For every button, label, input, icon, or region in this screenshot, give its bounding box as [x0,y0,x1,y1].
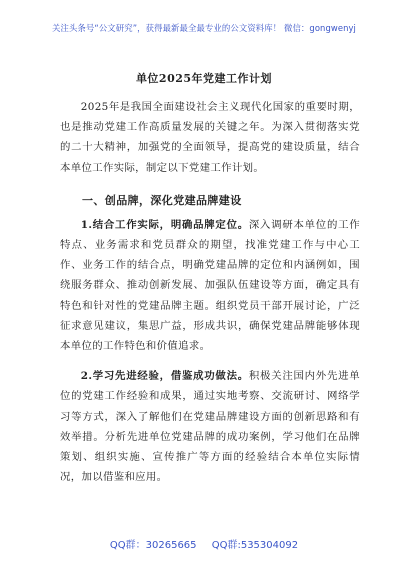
item-1-paragraph [60,215,360,356]
item-2-lead: 2.学习先进经验，借鉴成功做法。 [80,370,249,383]
section-heading: 一、创品牌，深化党建品牌建设 [82,193,242,207]
footer-contacts [0,536,408,551]
qq-group-1: QQ群：30265665 [109,540,197,551]
item-1-text: 深入调研本单位的工作特点、业务需求和党员群众的期望，找准党建工作与中心工作、业务工作的结合点，明确党建品牌的定位和内涵例如，围绕服务群众、推动创新发展、加强队伍建设等方面，确定具有特色和针对性的党建品牌主题。组织党员干部开展讨论，广泛征求意见建议，集思广益，形成共识，确保党建品牌能够体现本单位的工作特色和价值追求。 [60,218,360,353]
item-2-paragraph [60,366,360,487]
qq-group-2: QQ群:535304092 [211,540,299,551]
intro-paragraph: 2025年是我国全面建设社会主义现代化国家的重要时期，也是推动党建工作高质量发展的关键之年。为深入贯彻落实党的二十大精神，加强党的全面领导，提高党的建设质量，结合本单位工作实际，制定以下党建工作计划。 [60,101,360,174]
document-body [60,97,360,487]
header-banner: 关注头条号“公文研究”，获得最新最全最专业的公文资料库！ 微信：gongwenyj [52,23,356,33]
item-1-lead: 1.结合工作实际，明确品牌定位。 [80,218,249,231]
document-title: 单位2025年党建工作计划 [135,72,273,85]
item-2-text: 积极关注国内外先进单位的党建工作经验和成果，通过实地考察、交流研讨、网络学习等方式，深入了解他们在党建品牌建设方面的创新思路和有效举措。分析先进单位党建品牌的成功案例，学习他们在品牌策划、组织实施、宣传推广等方面的经验结合本单位实际情况，加以借鉴和应用。 [60,370,360,484]
